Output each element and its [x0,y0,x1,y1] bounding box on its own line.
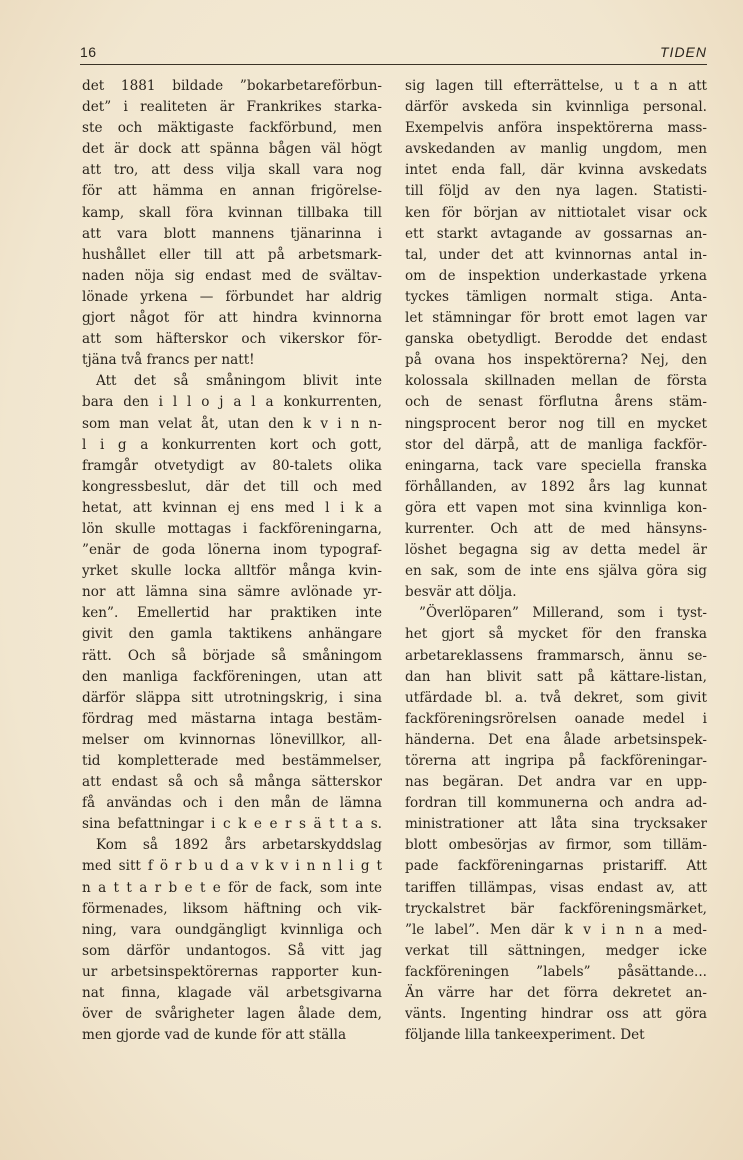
text-line: det 1881 bildade ”bokarbetareförbun- [82,78,382,94]
text-line: Att det så småningom blivit inte [96,373,382,390]
text-line: nas begäran. Det andra var en upp- [405,774,707,791]
text-line: stor del därpå, att de manliga fackför- [405,436,707,453]
text-line: ur arbetsinspektörernas rapporter kun- [82,963,382,980]
text-line: lön skulle mottagas i fackföreningarna, [82,520,382,537]
text-line: det” i realiteten är Frankrikes starka- [82,99,382,116]
text-line: förmenades, liksom häftning och vik- [82,900,382,917]
text-line: nat finna, klagade väl arbetsgivarna [82,985,382,1002]
text-line: intet enda fall, där kvinna avskedats [405,162,707,179]
text-line: arbetareklassens frammarsch, ännu se- [405,647,707,664]
page-number: 16 [80,44,97,60]
text-line: melser om kvinnornas lönevillkor, all- [82,731,382,748]
text-line: let stämningar för brott emot lagen var [405,310,707,327]
text-line: sig lagen till efterrättelse, u t a n att [405,78,707,94]
text-line: n a t t a r b e t e för de fack, som inte [82,879,382,896]
text-line: ett starkt avtagande av gossarnas an- [405,225,707,242]
text-line: en sak, som de inte ens själva göra sig [405,563,707,580]
text-line: eningarna, tack vare speciella franska [405,457,707,474]
text-line: som därför undantogos. Så vitt jag [82,942,382,959]
text-line: Kom så 1892 års arbetarskyddslag [96,837,382,854]
text-line: pade fackföreningarnas pristariff. Att [405,858,707,875]
text-line: att vara blott mannens tjänarinna i [82,225,382,242]
text-line: tyckes tämligen normalt stiga. Anta- [405,288,707,305]
text-line: som man velat åt, utan den k v i n n- [82,415,382,432]
text-line: fördrag med mästarna intaga bestäm- [82,710,382,727]
text-line: få användas och i den mån de lämna [82,795,382,812]
text-line: förhållanden, av 1892 års lag kunnat [405,478,707,495]
text-line: fordran till kommunerna och andra ad- [405,795,707,812]
text-line: på ovana hos inspektörerna? Nej, den [405,352,707,369]
text-line: ”le label”. Men där k v i n n a med- [405,921,707,938]
text-line: tryckalstret bär fackföreningsmärket, [405,900,707,917]
text-line: Än värre har det förra dekretet an- [405,985,707,1002]
text-line: hushållet eller till att på arbetsmark- [82,246,382,263]
text-line: kongressbeslut, där det till och med [82,478,382,495]
text-line: tal, under det att kvinnornas antal in- [405,246,707,263]
text-line: l i g a konkurrenten kort och gott, [82,436,382,453]
text-line: ”enär de goda lönerna inom typograf- [82,542,382,559]
text-line: att som häfterskor och vikerskor för- [82,331,382,348]
text-line: med sitt f ö r b u d a v k v i n n l i g t [82,858,382,875]
text-line: besvär att dölja. [405,584,517,601]
text-line: naden nöja sig endast med de svältav- [82,267,382,284]
text-line: över de svårigheter lagen ålade dem, [82,1006,382,1023]
text-line: att tro, att dess vilja skall vara nog [82,162,382,179]
text-line: ministrationer att låta sina trycksaker [405,816,707,833]
text-line: till följd av den nya lagen. Statisti- [405,183,707,200]
text-line: tjäna två francs per natt! [82,352,255,369]
text-line: ken för början av nittiotalet visar ock [405,204,707,221]
text-line: ken”. Emellertid har praktiken inte [82,605,382,622]
text-line: nor att lämna sina sämre avlönade yr- [82,584,382,601]
text-line: ste och mäktigaste fackförbund, men [82,120,382,137]
text-line: tid kompletterade med bestämmelser, [82,753,382,769]
text-line: den manliga fackföreningen, utan att [82,668,382,685]
text-line: ”Överlöparen” Millerand, som i tyst- [419,605,707,622]
text-line: fackföreningen ”labels” påsättande... [405,963,707,980]
text-line: vänts. Ingenting hindrar oss att göra [405,1006,707,1023]
text-line: lönade yrkena — förbundet har aldrig [82,288,382,305]
text-line: rätt. Och så började så småningom [82,647,382,664]
text-line: givit den gamla taktikens anhängare [82,626,382,643]
text-line: blott ombesörjas av firmor, som tilläm- [405,837,707,854]
text-line: avskedanden av manlig ungdom, men [405,141,707,158]
text-line: ning, vara oundgängligt kvinnliga och [82,921,382,938]
text-line: Exempelvis anföra inspektörerna mass- [405,120,707,137]
text-line: ganska obetydligt. Berodde det endast [405,331,707,348]
text-line: yrket skulle locka alltför många kvin- [82,563,382,580]
text-line: sina befattningar i c k e e r s ä t t a s. [82,816,382,833]
text-line: om de inspektion underkastade yrkena [405,267,707,284]
text-line: bara den i l l o j a l a konkurrenten, [82,394,382,411]
text-line: ningsprocent beror nog till en mycket [405,415,707,432]
right-text-column [405,76,707,1046]
text-line: följande lilla tankeexperiment. Det [405,1027,645,1044]
text-line: dan han blivit satt på kättare-listan, [405,668,707,685]
text-line: utfärdade bl. a. två dekret, som givit [405,689,707,706]
text-line: löshet begagna sig av detta medel är [405,542,707,559]
text-line: och de senast förflutna årens stäm- [405,394,707,411]
text-line: framgår otvetydigt av 80-talets olika [82,457,382,474]
running-title: TIDEN [660,44,707,60]
text-line: tariffen tillämpas, visas endast av, att [405,879,707,896]
text-line: kolossala skillnaden mellan de första [405,373,707,390]
text-line: gjort något för att hindra kvinnorna [82,310,382,327]
left-text-column [82,76,382,1046]
text-line: göra ett vapen mot sina kvinnliga kon- [405,499,707,516]
text-line: därför släppa sitt utrotningskrig, i sina [82,689,382,706]
text-line: kurrenter. Och att de med hänsyns- [405,520,707,537]
text-line: törerna att ingripa på fackföreningar- [405,753,707,769]
text-line: händerna. Det ena ålade arbetsinspek- [405,731,707,748]
text-line: kamp, skall föra kvinnan tillbaka till [82,204,382,221]
text-line: fackföreningsrörelsen oanade medel i [405,710,707,727]
page-header [80,42,707,65]
text-line: verkat till sättningen, medger icke [405,942,707,959]
text-line: det är dock att spänna bågen väl högt [82,141,382,158]
text-line: men gjorde vad de kunde för att ställa [82,1027,347,1044]
text-line: att endast så och så många sätterskor [82,774,382,791]
text-line: därför avskeda sin kvinnliga personal. [405,99,707,116]
text-line: för att hämma en annan frigörelse- [82,183,382,200]
text-line: hetat, att kvinnan ej ens med l i k a [82,499,382,516]
text-line: het gjort så mycket för den franska [405,626,707,643]
